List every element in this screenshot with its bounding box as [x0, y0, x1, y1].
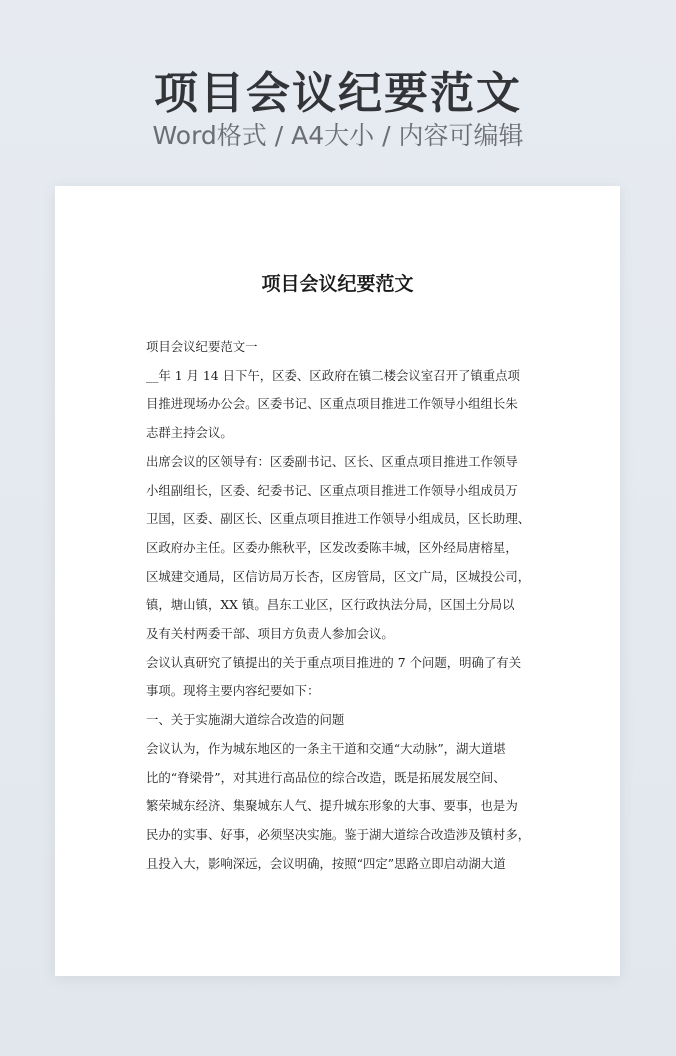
document-line: 且投入大，影响深远，会议明确，按照“四定”思路立即启动湖大道 — [146, 855, 506, 871]
document-line: 志群主持会议。 — [146, 425, 233, 441]
document-line: 会议认为，作为城东地区的一条主干道和交通“大动脉”，湖大道堪 — [146, 740, 506, 756]
document-line: 事项。现将主要内容纪要如下： — [146, 683, 320, 699]
banner-subtitle: Word格式 / A4大小 / 内容可编辑 — [152, 121, 524, 150]
document-line: 卫国，区委、副区长、区重点项目推进工作领导小组成员，区长助理、 — [146, 511, 531, 527]
document-line: 一、关于实施湖大道综合改造的问题 — [146, 712, 345, 728]
document-line: 民办的实事、好事，必须坚决实施。鉴于湖大道综合改造涉及镇村多， — [146, 826, 531, 842]
document-line: 繁荣城东经济、集聚城东人气、提升城东形象的大事、要事，也是为 — [146, 798, 518, 814]
document-line: 区城建交通局，区信访局万长杏，区房管局，区文广局，区城投公司， — [146, 568, 531, 584]
document-line: 区政府办主任。区委办熊秋平，区发改委陈丰城，区外经局唐榕星， — [146, 539, 518, 555]
document-line: __年 1 月 14 日下午，区委、区政府在镇二楼会议室召开了镇重点项 — [146, 367, 520, 383]
document-line: 镇，塘山镇，XX 镇。昌东工业区，区行政执法分局，区国土分局以 — [146, 597, 515, 613]
document-line: 出席会议的区领导有：区委副书记、区长、区重点项目推进工作领导 — [146, 453, 518, 469]
document-title: 项目会议纪要范文 — [261, 273, 414, 295]
document-line: 项目会议纪要范文一 — [146, 339, 258, 354]
banner-title: 项目会议纪要范文 — [154, 68, 522, 119]
document-line: 会议认真研究了镇提出的关于重点项目推进的 7 个问题，明确了有关 — [146, 654, 522, 670]
document-line: 及有关村两委干部、项目方负责人参加会议。 — [146, 626, 394, 642]
document-line: 小组副组长，区委、纪委书记、区重点项目推进工作领导小组成员万 — [146, 482, 518, 498]
document-page — [55, 186, 620, 976]
document-line: 目推进现场办公会。区委书记、区重点项目推进工作领导小组组长朱 — [146, 396, 518, 412]
document-line: 比的“脊梁骨”，对其进行高品位的综合改造，既是拓展发展空间、 — [146, 769, 506, 785]
document-body — [146, 333, 532, 878]
